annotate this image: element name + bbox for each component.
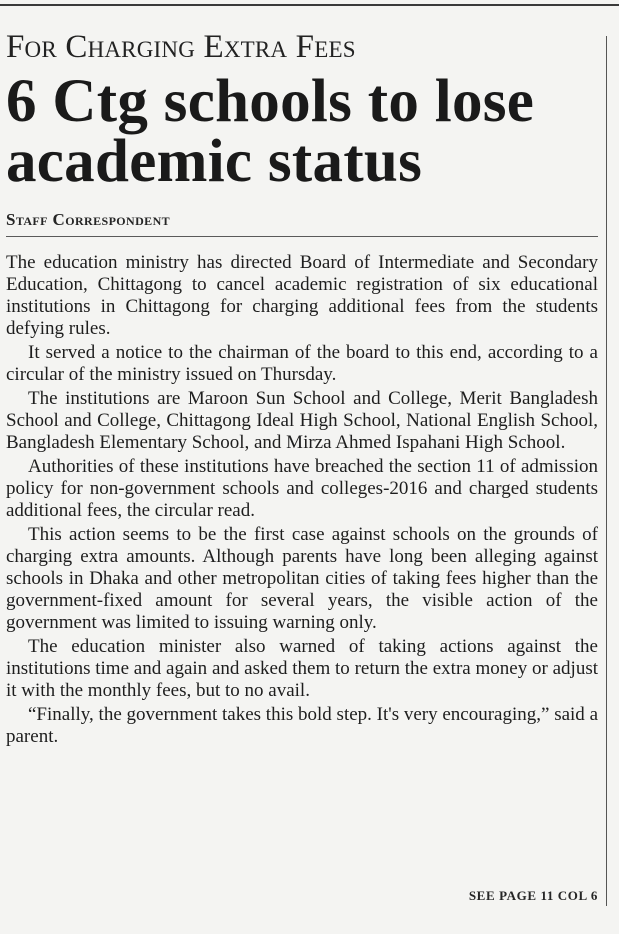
headline: 6 Ctg schools to lose academic status: [6, 68, 535, 195]
paragraph: “Finally, the government takes this bold step. It's very encouraging,” said a parent.: [6, 704, 598, 747]
byline: Staff Correspondent: [6, 210, 598, 237]
column-rule: [606, 36, 607, 906]
paragraph: Authorities of these institutions have breached the section 11 of admission policy for non-government schools and colleges-2016 and charged students additional fees, the circular read.: [6, 456, 598, 521]
paragraph: The education ministry has directed Board of Intermediate and Secondary Education, Chittagong to cancel academic registration of six educational institutions in Chittagong for charging additional fees from the students defying rules.: [6, 252, 598, 339]
paragraph: The institutions are Maroon Sun School and College, Merit Bangladesh School and College, Chittagong Ideal High School, National English School, Bangladesh Elementary School, and Mirza Ahmed Ispahani High School.: [6, 388, 598, 453]
paragraph: The education minister also warned of taking actions against the institutions time and again and asked them to return the extra money or adjust it with the monthly fees, but to no avail.: [6, 636, 598, 701]
continued-jump-line: SEE PAGE 11 COL 6: [468, 888, 598, 903]
paragraph: This action seems to be the first case against schools on the grounds of charging extra amounts. Although parents have long been alleging against schools in Dhaka and other metropolitan cities of taking fees higher than the government-fixed amount for several years, the visible action of the government was limited to issuing warning only.: [6, 524, 598, 633]
news-article: [6, 28, 598, 903]
paragraph: It served a notice to the chairman of the board to this end, according to a circular of the ministry issued on Thursday.: [6, 342, 598, 385]
top-rule: [0, 4, 619, 6]
article-body: [6, 252, 598, 748]
kicker: For Charging Extra Fees: [6, 29, 356, 65]
